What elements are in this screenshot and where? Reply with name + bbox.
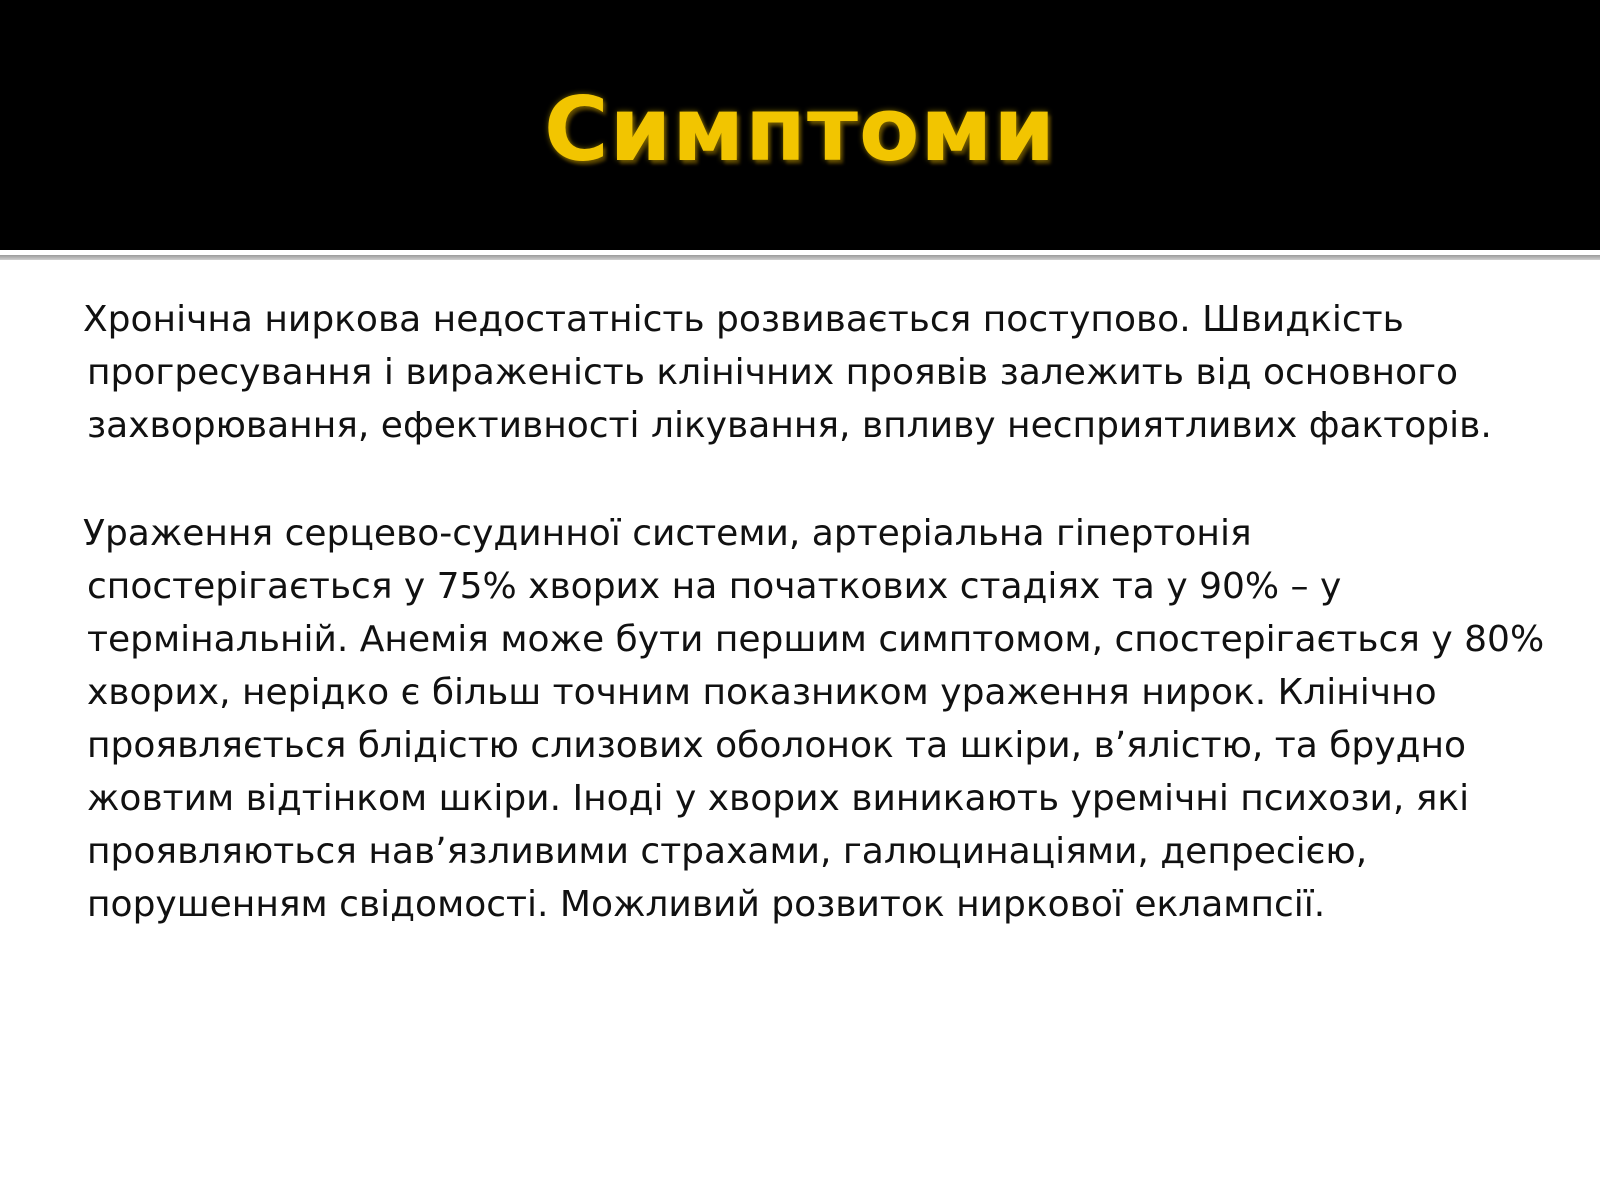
- paragraph-symptoms: Ураження серцево-судинної системи, артеріальна гіпертонія спостерігається у 75% хворих на початкових стадіях та у 90% – у термінальній. Анемія може бути першим симптомом, спостерігається у 80% хворих, нерідко є більш точним показником ураження нирок. Клінічно проявляється блідістю слизових оболонок та шкіри, в’ялістю, та брудно жовтим відтінком шкіри. Іноді у хворих виникають уремічні психози, які проявляються нав’язливими страхами, галюцинаціями, депресією, порушенням свідомості. Можливий розвиток ниркової еклампсії.: [83, 513, 1545, 925]
- slide-title: Симптоми: [543, 78, 1057, 181]
- title-divider: [0, 255, 1600, 260]
- title-bar: [0, 0, 1600, 250]
- paragraph-progression: Хронічна ниркова недостатність розвивається поступово. Швидкість прогресування і вираженість клінічних проявів залежить від основного захворювання, ефективності лікування, впливу несприятливих факторів.: [83, 299, 1492, 446]
